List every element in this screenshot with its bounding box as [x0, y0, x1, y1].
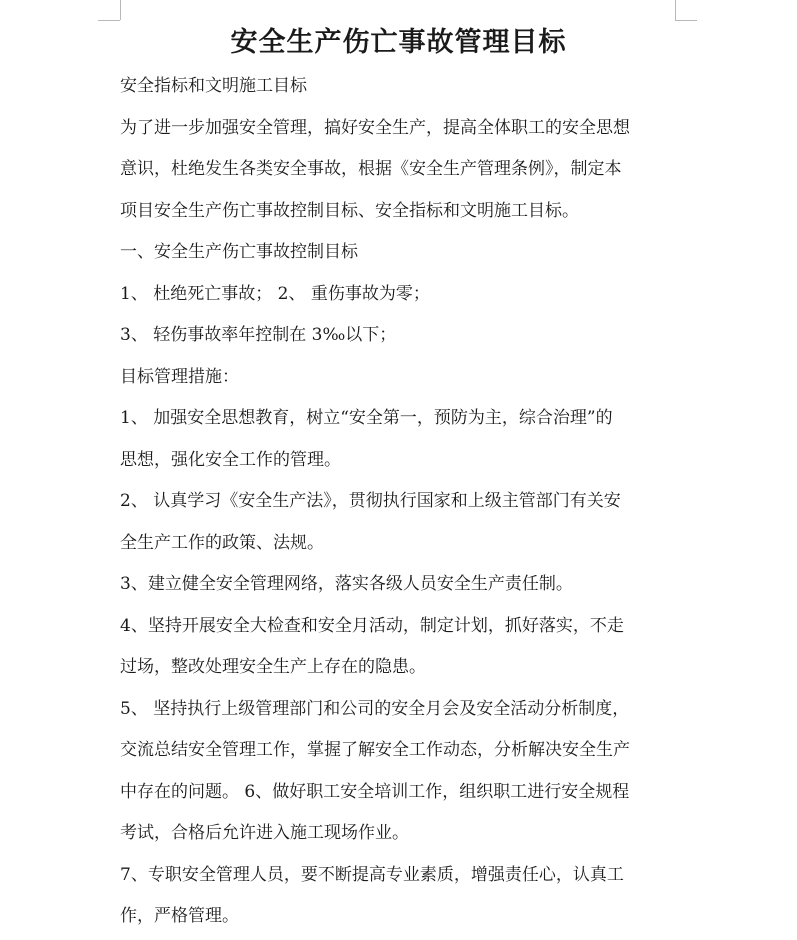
text-line: 作，严格管理。 — [120, 906, 239, 926]
text-line: 思想，强化安全工作的管理。 — [120, 449, 341, 470]
text-line: 为了进一步加强安全管理，搞好安全生产，提高全体职工的安全思想 — [120, 117, 630, 138]
text-line: 目标管理措施： — [120, 366, 239, 387]
text-line: 一、安全生产伤亡事故控制目标 — [120, 242, 358, 262]
text-line: 全生产工作的政策、法规。 — [120, 532, 324, 553]
text-line: 交流总结安全管理工作，掌握了解安全工作动态，分析解决安全生产 — [120, 740, 630, 760]
text-line: 考试，合格后允许进入施工现场作业。 — [120, 823, 409, 843]
text-line: 3、 轻伤事故率年控制在 3‰以下； — [120, 325, 397, 345]
text-line: 4、坚持开展安全大检查和安全月活动，制定计划，抓好落实，不走 — [120, 615, 624, 636]
text-line: 中存在的问题。 6、做好职工安全培训工作，组织职工进行安全规程 — [120, 781, 630, 802]
text-line: 7、专职安全管理人员，要不断提高专业素质，增强责任心，认真工 — [120, 864, 624, 885]
text-line: 安全指标和文明施工目标 — [120, 76, 307, 96]
text-line: 1、 杜绝死亡事故； 2、 重伤事故为零； — [120, 283, 430, 304]
page-corner-mark — [120, 0, 121, 20]
text-line: 3、建立健全安全管理网络，落实各级人员安全生产责任制。 — [120, 574, 573, 594]
text-line: 过场，整改处理安全生产上存在的隐患。 — [120, 657, 426, 677]
text-line: 1、 加强安全思想教育，树立“安全第一，预防为主，综合治理”的 — [120, 408, 613, 428]
text-line: 2、 认真学习《安全生产法》，贯彻执行国家和上级主管部门有关安 — [120, 491, 621, 511]
page-title: 安全生产伤亡事故管理目标 — [230, 27, 567, 58]
text-line: 项目安全生产伤亡事故控制目标、安全指标和文明施工目标。 — [120, 200, 579, 221]
document-body — [120, 66, 680, 938]
page-corner-mark — [675, 0, 676, 20]
text-line: 5、 坚持执行上级管理部门和公司的安全月会及安全活动分析制度， — [120, 698, 630, 719]
text-line: 意识，杜绝发生各类安全事故，根据《安全生产管理条例》，制定本 — [120, 159, 622, 179]
